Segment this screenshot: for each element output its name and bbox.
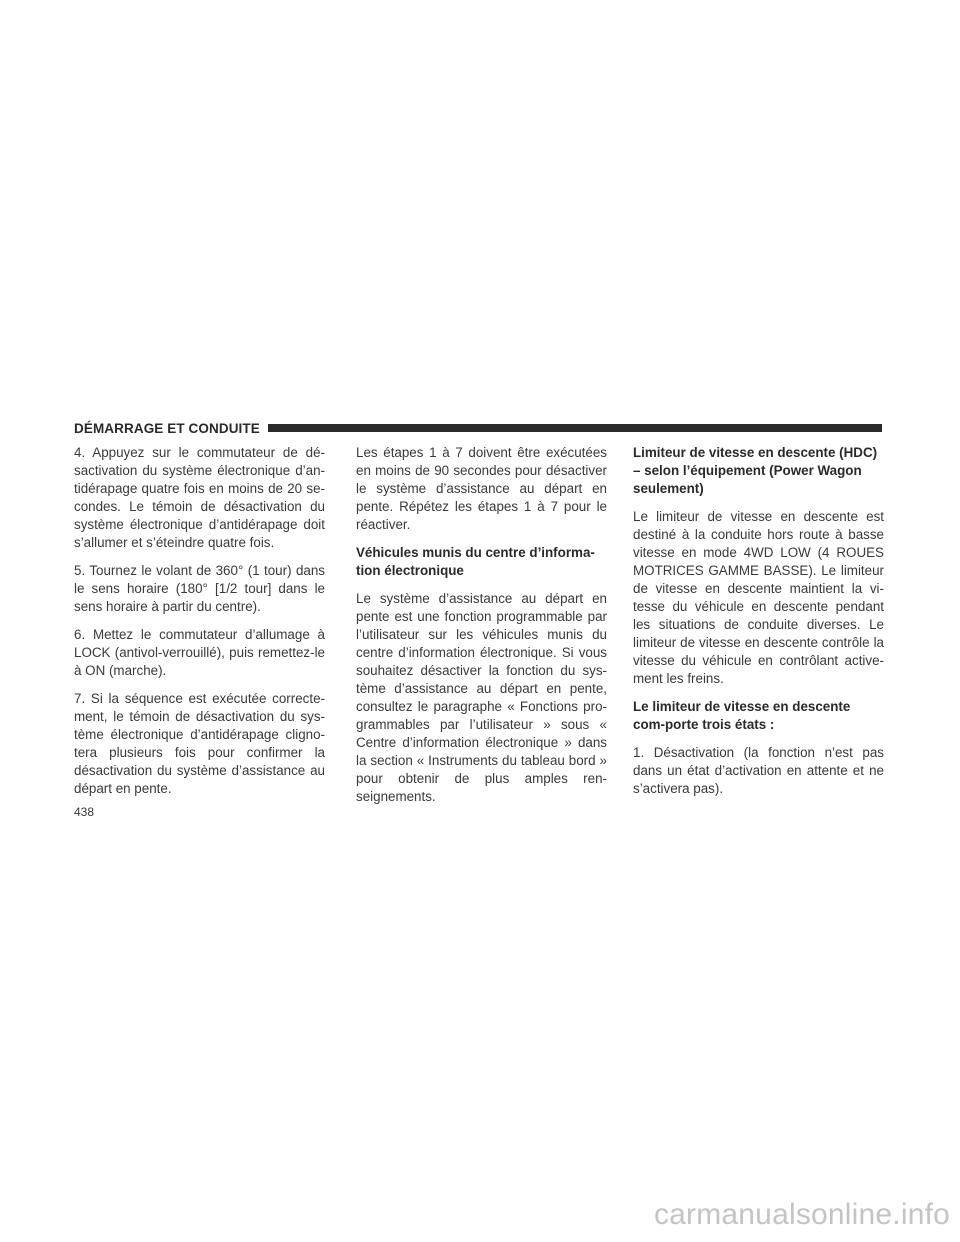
step-7-paragraph: 7. Si la séquence est exécutée correcte-ment, le témoin de désactivation du sys-tème électronique d’antidérapage cligno-tera plusieurs fois pour confirmer la désactivation du système d’assistance au départ en pente. [74, 691, 325, 796]
column-right [633, 444, 884, 808]
hdc-state-1-paragraph: 1. Désactivation (la fonction n’est pas dans un état d’activation en attente et ne s’activera pas). [633, 745, 884, 796]
steps-timing-paragraph: Les étapes 1 à 7 doivent être exécutées en moins de 90 secondes pour désactiver le système d’assistance au départ en pente. Répétez les étapes 1 à 7 pour le réactiver. [356, 445, 607, 532]
page-number: 438 [74, 805, 95, 819]
column-left [74, 444, 325, 808]
section-title: DÉMARRAGE ET CONDUITE [74, 420, 260, 436]
section-header [74, 418, 882, 438]
column-middle [356, 444, 607, 816]
step-5-paragraph: 5. Tournez le volant de 360° (1 tour) dans le sens horaire (180° [1/2 tour] dans le sens horaire à partir du centre). [74, 563, 325, 614]
step-4-paragraph: 4. Appuyez sur le commutateur de dé-sactivation du système électronique d’an-tidérapage quatre fois en moins de 20 se-condes. Le témoin de désactivation du système électronique d’antidérapage doit s’allumer et s’éteindre quatre fois. [74, 445, 325, 550]
hdc-paragraph: Le limiteur de vitesse en descente est destiné à la conduite hors route à basse vitesse en mode 4WD LOW (4 ROUES MOTRICES GAMME BASSE). Le limiteur de vitesse en descente maintient la vi-tesse du véhicule en descente pendant les situations de conduite diverses. Le limiteur de vitesse en descente contrôle la vitesse du véhicule en contrôlant active-ment les freins. [633, 509, 884, 686]
hdc-states-heading: Le limiteur de vitesse en descente com-porte trois états : [633, 699, 851, 732]
hdc-heading: Limiteur de vitesse en descente (HDC) – selon l’équipement (Power Wagon seulement) [633, 445, 878, 496]
evic-heading: Véhicules munis du centre d’informa-tion électronique [356, 545, 595, 578]
header-rule [268, 424, 882, 432]
evic-paragraph: Le système d’assistance au départ en pente est une fonction programmable par l’utilisateur sur les véhicules munis du centre d’information électronique. Si vous souhaitez désactiver la fonction du sys-tème d’assistance au départ en pente, consultez le paragraphe « Fonctions pro-grammables par l’utilisateur » sous « Centre d’information électronique » dans la section « Instruments du tableau bord » pour obtenir de plus amples ren-seignements. [356, 591, 607, 804]
step-6-paragraph: 6. Mettez le commutateur d’allumage à LOCK (antivol-verrouillé), puis remettez-le à ON (marche). [74, 627, 325, 678]
watermark: carmanualsonline.info [653, 1198, 950, 1231]
